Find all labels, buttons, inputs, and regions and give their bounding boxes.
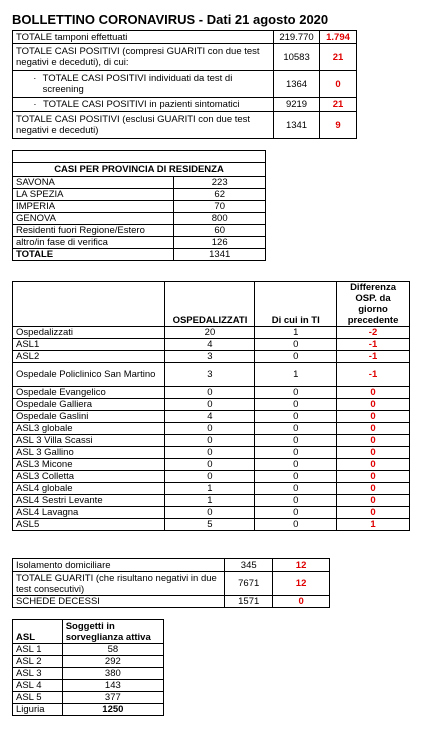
summary-change: 21 [320,98,357,112]
col-ospedalizzati: OSPEDALIZZATI [165,282,255,327]
hospital-row [13,519,410,531]
hospital-ti: 0 [255,495,337,507]
hospital-diff: 0 [337,459,410,471]
hospital-name: ASL2 [13,351,165,363]
hospital-row [13,423,410,435]
hospital-name: Ospedale Policlinico San Martino [13,363,165,387]
surveillance-table [12,619,164,716]
surveillance-value: 377 [62,692,163,704]
summary-label-cell [13,98,274,112]
hospital-diff: -1 [337,351,410,363]
col-terapia-intensiva: Di cui in TI [255,282,337,327]
isolation-label: SCHEDE DECESSI [13,596,225,608]
surveillance-asl: ASL 3 [13,668,63,680]
hospital-name: ASL 3 Villa Scassi [13,435,165,447]
hospital-diff: 0 [337,495,410,507]
hospital-ti: 0 [255,423,337,435]
summary-label: TOTALE CASI POSITIVI (esclusi GUARITI con due test negativi e deceduti) [13,112,274,139]
hospital-ti: 0 [255,471,337,483]
isolation-change: 12 [273,572,330,596]
summary-table [12,30,357,139]
province-name: IMPERIA [13,201,174,213]
hospital-ti: 0 [255,387,337,399]
hospital-name: ASL3 Micone [13,459,165,471]
summary-value: 1341 [274,112,320,139]
province-row [13,213,266,225]
isolation-label: Isolamento domiciliare [13,559,225,572]
surveillance-total-label: Liguria [13,704,63,716]
hospital-osp: 4 [165,339,255,351]
province-row [13,225,266,237]
surveillance-row [13,668,164,680]
hospital-ti: 0 [255,447,337,459]
province-value: 800 [174,213,266,225]
summary-label: TOTALE tamponi effettuati [13,31,274,44]
hospital-osp: 1 [165,483,255,495]
hospital-row [13,399,410,411]
province-header-row [13,163,266,177]
hospital-name: Ospedale Galliera [13,399,165,411]
isolation-label: TOTALE GUARITI (che risultano negativi in due test consecutivi) [13,572,225,596]
hospital-osp: 0 [165,423,255,435]
province-value: 70 [174,201,266,213]
summary-label: TOTALE CASI POSITIVI (compresi GUARITI con due test negativi e deceduti), di cui: [13,44,274,71]
hospital-osp: 0 [165,459,255,471]
surveillance-value: 58 [62,644,163,656]
surveillance-header-row [13,620,164,644]
surveillance-asl: ASL 1 [13,644,63,656]
hospital-osp: 5 [165,519,255,531]
hospital-ti: 0 [255,459,337,471]
summary-label: TOTALE CASI POSITIVI in pazienti sintomatici [43,99,240,110]
isolation-row [13,596,330,608]
summary-change: 1.794 [320,31,357,44]
hospital-diff: 0 [337,411,410,423]
surveillance-row [13,644,164,656]
hospital-row [13,351,410,363]
province-name: SAVONA [13,177,174,189]
hospital-osp: 20 [165,327,255,339]
hospital-name: ASL4 globale [13,483,165,495]
summary-row-tamponi [13,31,357,44]
hospital-diff: 0 [337,423,410,435]
hospital-diff: 0 [337,483,410,495]
province-row [13,201,266,213]
surveillance-value: 380 [62,668,163,680]
hospital-ti: 0 [255,507,337,519]
hospital-header-blank [13,282,165,327]
hospital-osp: 0 [165,471,255,483]
hospital-osp: 0 [165,435,255,447]
hospital-row [13,495,410,507]
hospital-ti: 0 [255,483,337,495]
surveillance-row [13,680,164,692]
hospital-osp: 0 [165,447,255,459]
hospital-diff: 0 [337,387,410,399]
province-value: 62 [174,189,266,201]
summary-label: TOTALE CASI POSITIVI individuati da test di screening [42,73,233,95]
hospital-ti: 0 [255,351,337,363]
isolation-change: 0 [273,596,330,608]
isolation-value: 345 [225,559,273,572]
hospital-header-row [13,282,410,327]
surveillance-asl: ASL 4 [13,680,63,692]
province-value: 223 [174,177,266,189]
summary-change: 0 [320,71,357,98]
surveillance-total-row [13,704,164,716]
province-spacer-row [13,151,266,163]
hospital-name: Ospedale Evangelico [13,387,165,399]
province-table [12,150,266,261]
hospital-osp: 3 [165,351,255,363]
hospital-diff: 0 [337,399,410,411]
hospital-name: ASL3 Colletta [13,471,165,483]
hospital-row [13,339,410,351]
hospital-ti: 1 [255,363,337,387]
hospital-row [13,459,410,471]
surveillance-value: 292 [62,656,163,668]
summary-row-sintomatici [13,98,357,112]
isolation-table [12,558,330,608]
hospital-name: ASL4 Sestri Levante [13,495,165,507]
hospital-ti: 1 [255,327,337,339]
col-soggetti: Soggetti in sorveglianza attiva [62,620,163,644]
col-differenza: Differenza OSP. da giorno precedente [337,282,410,327]
hospital-osp: 1 [165,495,255,507]
hospital-diff: -1 [337,363,410,387]
hospital-diff: -1 [337,339,410,351]
province-total-row [13,249,266,261]
surveillance-asl: ASL 2 [13,656,63,668]
hospital-row [13,483,410,495]
hospital-row [13,387,410,399]
hospital-row [13,507,410,519]
hospital-osp: 0 [165,387,255,399]
surveillance-row [13,656,164,668]
hospital-diff: 0 [337,471,410,483]
col-asl: ASL [13,620,63,644]
hospital-osp: 0 [165,507,255,519]
hospital-name: ASL3 globale [13,423,165,435]
province-total-value: 1341 [174,249,266,261]
isolation-change: 12 [273,559,330,572]
summary-value: 9219 [274,98,320,112]
hospital-diff: 0 [337,507,410,519]
summary-change: 9 [320,112,357,139]
province-header: CASI PER PROVINCIA DI RESIDENZA [13,163,266,177]
summary-row-positivi-totali [13,44,357,71]
isolation-row [13,572,330,596]
isolation-row [13,559,330,572]
hospital-row [13,435,410,447]
hospital-ti: 0 [255,399,337,411]
hospital-row [13,447,410,459]
hospital-name: Ospedalizzati [13,327,165,339]
province-value: 60 [174,225,266,237]
hospital-ti: 0 [255,435,337,447]
province-spacer [13,151,266,163]
hospital-name: ASL 3 Gallino [13,447,165,459]
bullet-icon: · [33,73,37,84]
hospital-osp: 4 [165,411,255,423]
hospital-row [13,471,410,483]
hospital-ti: 0 [255,339,337,351]
bullet-icon: · [33,99,37,110]
hospital-name: ASL5 [13,519,165,531]
hospital-osp: 0 [165,399,255,411]
summary-label-cell [13,71,274,98]
surveillance-total-value: 1250 [62,704,163,716]
province-row [13,189,266,201]
hospital-name: ASL4 Lavagna [13,507,165,519]
surveillance-row [13,692,164,704]
hospital-ti: 0 [255,519,337,531]
hospital-row [13,411,410,423]
summary-value: 1364 [274,71,320,98]
hospital-diff: 0 [337,435,410,447]
summary-value: 10583 [274,44,320,71]
province-row [13,237,266,249]
province-name: altro/in fase di verifica [13,237,174,249]
summary-row-screening [13,71,357,98]
hospital-diff: -2 [337,327,410,339]
hospital-diff: 0 [337,447,410,459]
province-name: LA SPEZIA [13,189,174,201]
hospital-table [12,281,410,531]
province-value: 126 [174,237,266,249]
summary-value: 219.770 [274,31,320,44]
surveillance-asl: ASL 5 [13,692,63,704]
province-name: Residenti fuori Regione/Estero [13,225,174,237]
province-name: GENOVA [13,213,174,225]
summary-row-positivi-attuali [13,112,357,139]
province-row [13,177,266,189]
isolation-value: 7671 [225,572,273,596]
hospital-name: ASL1 [13,339,165,351]
hospital-diff: 1 [337,519,410,531]
hospital-name: Ospedale Gaslini [13,411,165,423]
hospital-ti: 0 [255,411,337,423]
hospital-row [13,363,410,387]
page-title: BOLLETTINO CORONAVIRUS - Dati 21 agosto 2020 [12,12,329,27]
hospital-osp: 3 [165,363,255,387]
isolation-value: 1571 [225,596,273,608]
summary-change: 21 [320,44,357,71]
province-total-label: TOTALE [13,249,174,261]
hospital-row [13,327,410,339]
surveillance-value: 143 [62,680,163,692]
